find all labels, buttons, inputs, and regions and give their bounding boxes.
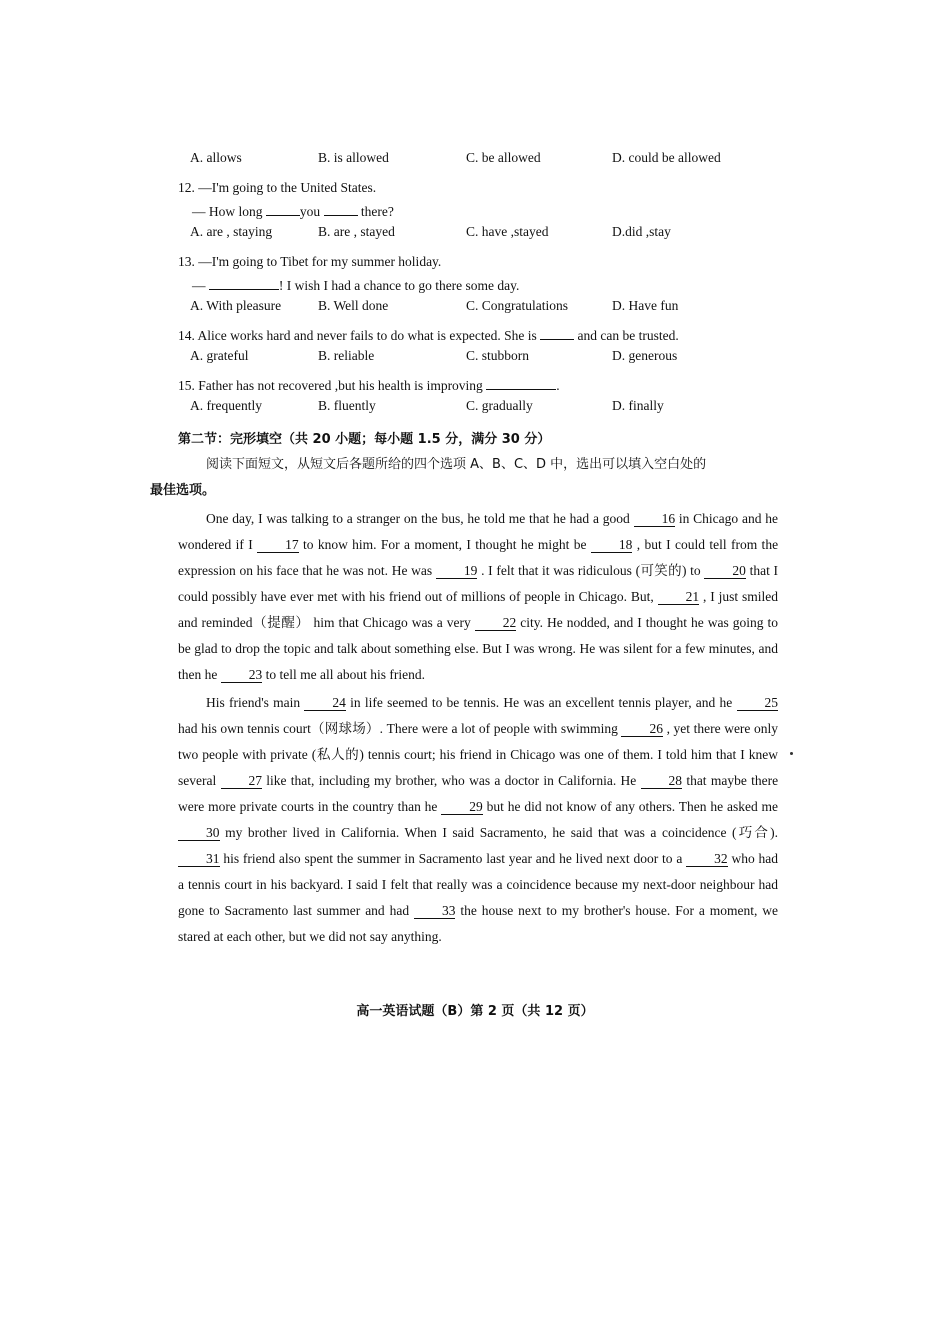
q15-option-b: B. fluently [318,398,376,413]
passage-text: the house next to my brother's house. For a moment, we stared at each other, but we did not say anything. [178,903,778,944]
passage-text: had his own tennis court（网球场）. There were a lot of people with swimming [178,721,618,736]
blank-17: 17 [257,538,299,553]
blank-27: 27 [221,774,263,789]
blank-31: 31 [178,852,220,867]
q14-text-a: 14. Alice works hard and never fails to do what is expected. She is [178,328,537,343]
passage-paragraph-2 [178,690,778,950]
q12-blank-2 [324,215,358,216]
q11-option-c: C. be allowed [466,150,541,165]
q11-options [178,150,778,176]
q13-stem: 13. —I'm going to Tibet for my summer holiday. [178,254,442,269]
q14-option-d: D. generous [612,348,678,363]
passage-text: my brother lived in California. When I said Sacramento, he said that was a coincidence (巧合). [225,825,778,840]
passage-text: that I could possibly have ever met with his friend out of millions of people in Chicago. But, [178,563,779,604]
q15-text-a: 15. Father has not recovered ,but his health is improving [178,378,483,393]
blank-30: 30 [178,826,220,841]
q13-option-c: C. Congratulations [466,298,568,313]
q14-stem [178,324,778,348]
q14-option-c: C. stubborn [466,348,530,363]
passage-text: , I just smiled and reminded（提醒） him that Chicago was a very [178,589,779,630]
q11-option-a: A. allows [190,150,242,165]
q14-text-b: and can be trusted. [577,328,679,343]
q12-option-d: D.did ,stay [612,224,671,239]
passage-text: . I felt that it was ridiculous (可笑的) to [481,563,701,578]
passage-text: that maybe there were more private courts in the country than he [178,773,779,814]
q14-blank [540,339,574,340]
blank-21: 21 [658,590,700,605]
q12-blank-1 [266,215,300,216]
blank-23: 23 [221,668,263,683]
passage-text: his friend also spent the summer in Sacramento last year and he lived next door to a [223,851,683,866]
q13-text-b: ! I wish I had a chance to go there some day. [278,278,520,293]
blank-26: 26 [621,722,663,737]
blank-33: 33 [414,904,456,919]
passage-text: city. He nodded, and I thought he was going to be glad to drop the topic and talk about something else. But I was wrong. He was silent for a few minutes, and then he [178,615,779,682]
blank-20: 20 [704,564,746,579]
q11-option-b: B. is allowed [318,150,389,165]
q13-options [178,298,778,324]
q12-options [178,224,778,250]
passage-text: One day, I was talking to a stranger on the bus, he told me that he had a good [206,511,630,526]
q15-blank [486,389,556,390]
q12-option-b: B. are , stayed [318,224,395,239]
passage-text: His friend's main [206,695,301,710]
page-content [150,140,779,950]
q13-option-b: B. Well done [318,298,389,313]
blank-16: 16 [634,512,676,527]
passage-text: who had a tennis court in his backyard. I said I felt that really was a coincidence because my next-door neighbour had gone to Sacramento last summer and had [178,851,779,918]
blank-24: 24 [304,696,346,711]
instruction-text: 阅读下面短文，从短文后各题所给的四个选项 A、B、C、D 中，选出可以填入空白处的 [206,457,707,472]
passage-text: in Chicago and he wondered if I [178,511,779,552]
q12-text-c: there? [360,204,394,219]
q15-option-a: A. frequently [190,398,262,413]
blank-19: 19 [436,564,478,579]
passage-text: to tell me all about his friend. [265,667,425,682]
passage-text: to know him. For a moment, I thought he might be [302,537,587,552]
q11-option-d: D. could be allowed [612,150,721,165]
q13-option-d: D. Have fun [612,298,679,313]
passage-paragraph-1 [178,506,778,688]
q13-dialogue [178,274,778,298]
passage-text: in life seemed to be tennis. He was an excellent tennis player, and he [350,695,733,710]
blank-29: 29 [441,800,483,815]
blank-28: 28 [641,774,683,789]
passage-text: , but I could tell from the expression on his face that he was not. He was [178,537,779,578]
q14-option-b: B. reliable [318,348,375,363]
passage-text: but he did not know of any others. Then he asked me [486,799,779,814]
q13-text-a: — [192,278,206,293]
section-title: 第二节：完形填空（共 20 小题；每小题 1.5 分，满分 30 分） [178,432,551,447]
q15-options [178,398,778,424]
q15-option-c: C. gradually [466,398,533,413]
q12-dialogue [178,200,778,224]
scan-speck [790,752,793,755]
blank-18: 18 [591,538,633,553]
q12-option-a: A. are , staying [190,224,273,239]
q14-option-a: A. grateful [190,348,249,363]
q13-option-a: A. With pleasure [190,298,282,313]
blank-22: 22 [475,616,517,631]
q15-option-d: D. finally [612,398,664,413]
q15-stem [178,374,778,398]
passage-text: like that, including my brother, who was a doctor in California. He [266,773,637,788]
section-instruction [150,452,778,504]
blank-32: 32 [686,852,728,867]
blank-25: 25 [737,696,779,711]
page-footer: 高一英语试题（B）第 2 页（共 12 页） [356,1004,594,1019]
q15-text-b: . [556,378,560,393]
q13-blank [209,289,279,290]
q14-options [178,348,778,374]
instruction-bold: 最佳选项。 [150,483,216,498]
q12-text-a: — How long [192,204,263,219]
q12-stem: 12. —I'm going to the United States. [178,180,377,195]
q12-option-c: C. have ,stayed [466,224,549,239]
passage-text: , yet there were only two people with private (私人的) tennis court; his friend in Chicago was one of them. I told him that I knew several [178,721,779,788]
q12-text-b: you [299,204,321,219]
